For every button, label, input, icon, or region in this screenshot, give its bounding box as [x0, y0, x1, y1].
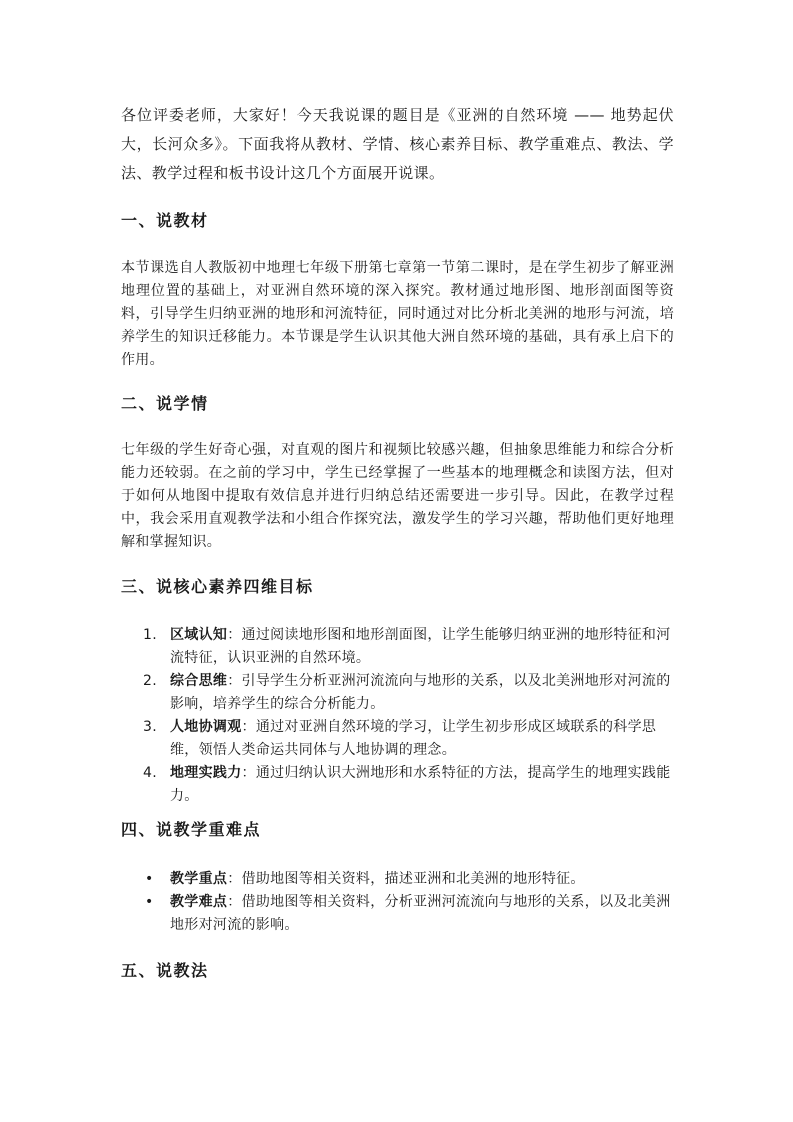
item-separator: ：	[227, 894, 242, 910]
list-item	[121, 624, 674, 670]
bullet-icon: •	[145, 894, 154, 910]
item-separator: ：	[227, 673, 242, 689]
item-term: 教学难点	[170, 894, 228, 910]
item-term: 人地协调观	[170, 719, 242, 735]
item-separator: ：	[241, 719, 256, 735]
section-heading-teaching-methods: 五、说教法	[121, 961, 209, 980]
list-item	[121, 716, 674, 762]
item-text: 借助地图等相关资料，描述亚洲和北美洲的地形特征。	[241, 871, 585, 887]
intro-paragraph: 各位评委老师，大家好！今天我说课的题目是《亚洲的自然环境 —— 地势起伏大，长河众多》。下面我将从教材、学情、核心素养目标、教学重难点、教法、学法、教学过程和板书设计这几个方面展开说课。	[121, 106, 674, 182]
list-item	[121, 868, 674, 891]
item-separator: ：	[227, 627, 242, 643]
item-term: 教学重点	[170, 871, 228, 887]
bullet-icon: •	[145, 871, 154, 887]
item-text: 通过归纳认识大洲地形和水系特征的方法，提高学生的地理实践能力。	[170, 765, 671, 804]
item-separator: ：	[241, 765, 256, 781]
item-number: 2.	[143, 673, 157, 689]
list-item	[121, 762, 674, 808]
objectives-list	[121, 624, 674, 808]
section-heading-objectives: 三、说核心素养四维目标	[121, 577, 314, 596]
item-number: 4.	[143, 765, 157, 781]
item-text: 通过阅读地形图和地形剖面图，让学生能够归纳亚洲的地形特征和河流特征，认识亚洲的自然环境。	[170, 627, 671, 666]
item-term: 区域认知	[170, 627, 228, 643]
item-separator: ：	[227, 871, 242, 887]
item-term: 地理实践力	[170, 765, 242, 781]
textbook-paragraph: 本节课选自人教版初中地理七年级下册第七章第一节第二课时，是在学生初步了解亚洲地理位置的基础上，对亚洲自然环境的深入探究。教材通过地形图、地形剖面图等资料，引导学生归纳亚洲的地形和河流特征，同时通过对比分析北美洲的地形与河流，培养学生的知识迁移能力。本节课是学生认识其他大洲自然环境的基础，具有承上启下的作用。	[121, 260, 674, 368]
item-text: 通过对亚洲自然环境的学习，让学生初步形成区域联系的科学思维，领悟人类命运共同体与人地协调的理念。	[170, 719, 657, 758]
item-number: 3.	[143, 719, 157, 735]
section-heading-students: 二、说学情	[121, 394, 209, 413]
item-number: 1.	[143, 627, 157, 643]
section-heading-textbook: 一、说教材	[121, 211, 209, 230]
key-points-list	[121, 868, 674, 937]
students-paragraph: 七年级的学生好奇心强，对直观的图片和视频比较感兴趣，但抽象思维能力和综合分析能力还较弱。在之前的学习中，学生已经掌握了一些基本的地理概念和读图方法，但对于如何从地图中提取有效信息并进行归纳总结还需要进一步引导。因此，在教学过程中，我会采用直观教学法和小组合作探究法，激发学生的学习兴趣，帮助他们更好地理解和掌握知识。	[121, 442, 674, 550]
list-item	[121, 891, 674, 937]
item-term: 综合思维	[170, 673, 228, 689]
item-text: 引导学生分析亚洲河流流向与地形的关系，以及北美洲地形对河流的影响，培养学生的综合分析能力。	[170, 673, 671, 712]
section-heading-key-points: 四、说教学重难点	[121, 820, 262, 839]
item-text: 借助地图等相关资料，分析亚洲河流流向与地形的关系，以及北美洲地形对河流的影响。	[170, 894, 671, 933]
list-item	[121, 670, 674, 716]
